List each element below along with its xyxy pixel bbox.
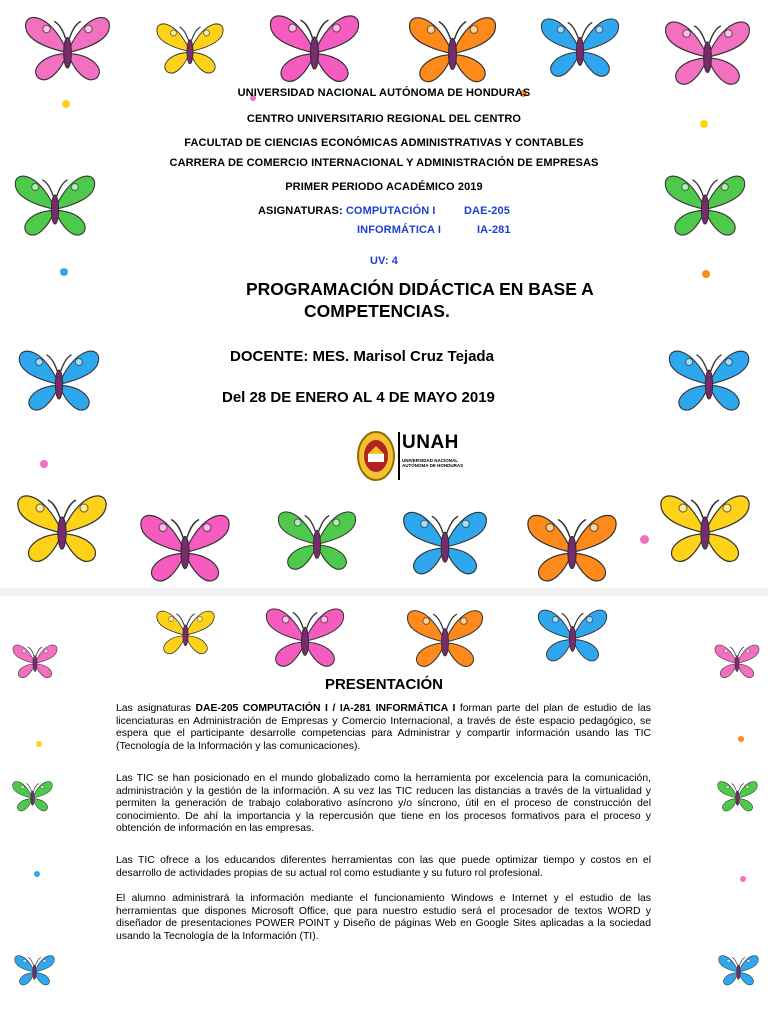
title-line1: PROGRAMACIÓN DIDÁCTICA EN BASE A: [246, 279, 594, 299]
course-dates: Del 28 DE ENERO AL 4 DE MAYO 2019: [222, 389, 495, 406]
teacher-name: DOCENTE: MES. Marisol Cruz Tejada: [230, 348, 494, 365]
center-name: CENTRO UNIVERSITARIO REGIONAL DEL CENTRO: [246, 113, 522, 125]
presentation-paragraph-4: El alumno administrará la información mediante el funcionamiento Windows e Internet y el estudio de las herramientas que dispones Microsoft Office, que para nuestro estudio será el procesador de textos WORD y diseñador de presentaciones POWER POINT y Diseño de páginas Web en Google Sites aplicadas a la sociedad usando la Tecnología de la Información (TI).: [116, 893, 651, 942]
subjects-label: ASIGNATURAS:: [258, 205, 343, 217]
p1-subject1: DAE-205 COMPUTACIÓN I: [195, 703, 328, 714]
yellow-butterfly-icon: [655, 478, 755, 578]
unah-seal-icon: [356, 430, 396, 482]
faculty-name: FACULTAD DE CIENCIAS ECONÓMICAS ADMINISTRATIVAS Y CONTABLES: [184, 137, 584, 149]
presentation-paragraph-1: [116, 703, 651, 753]
pink-butterfly-icon: [262, 8, 367, 88]
unah-logo: [356, 430, 476, 484]
blue-butterfly-icon: [664, 320, 754, 440]
page-separator: [0, 588, 768, 596]
orange-butterfly-icon: [400, 10, 505, 88]
title-line2: COMPETENCIAS.: [304, 301, 450, 321]
uv-credits: UV: 4: [369, 255, 398, 267]
pink-butterfly-icon: [712, 606, 762, 716]
university-name: UNIVERSIDAD NACIONAL AUTÓNOMA DE HONDURAS: [237, 87, 531, 99]
green-butterfly-icon: [715, 746, 760, 846]
subjects-row: [258, 205, 578, 217]
orange-butterfly-icon: [395, 604, 495, 672]
blue-butterfly-icon: [395, 505, 495, 580]
p1-separator: /: [327, 703, 340, 714]
green-butterfly-icon: [10, 746, 55, 846]
green-butterfly-icon: [262, 505, 372, 575]
logo-subtitle: [402, 458, 463, 468]
subject2-row: [357, 224, 557, 236]
logo-text: UNAH: [402, 432, 459, 453]
pink-butterfly-icon: [255, 602, 355, 672]
subject2-name: INFORMÁTICA I: [357, 224, 441, 236]
logo-subtitle-line1: UNIVERSIDAD NACIONAL: [402, 458, 459, 463]
pink-butterfly-icon: [135, 505, 235, 588]
pink-butterfly-icon: [660, 10, 755, 95]
blue-butterfly-icon: [520, 604, 625, 666]
pink-butterfly-icon: [20, 8, 115, 88]
yellow-butterfly-icon: [12, 478, 112, 578]
orange-butterfly-icon: [522, 505, 622, 588]
academic-period: PRIMER PERIODO ACADÉMICO 2019: [285, 181, 483, 193]
p1-body: forman parte del plan de estudio de las licenciaturas en Administración de Empresas y Comercio Internacional, a través de éste espacio pedagógico, se espera que el participante desarrolle competencias para Administrar y compartir información usando las TIC (Tecnología de la Información y las comunicaciones).: [116, 703, 651, 752]
presentation-paragraph-2: Las TIC se han posicionado en el mundo globalizado como la herramienta por excelencia para la comunicación, administración y la gestión de la información. A su vez las TIC reducen las distancias a través de la virtualidad y permiten la generación de trabajo colaborativo asíncrono y/o síncrono, útil en el proceso de construcción del conocimiento. De ahí la importancia y la repercusión que tiene en los procesos formativos para el proceso y obtención de información en las empresas.: [116, 773, 651, 835]
career-name: CARRERA DE COMERCIO INTERNACIONAL Y ADMINISTRACIÓN DE EMPRESAS: [169, 157, 599, 169]
document-title: [246, 278, 666, 322]
blue-butterfly-icon: [525, 12, 635, 82]
yellow-butterfly-icon: [138, 606, 233, 658]
p1-subject2: IA-281 INFORMÁTICA I: [339, 703, 456, 714]
pink-butterfly-icon: [10, 606, 60, 716]
blue-butterfly-icon: [14, 320, 104, 440]
presentation-title: PRESENTACIÓN: [324, 676, 444, 693]
presentation-paragraph-3: Las TIC ofrece a los educandos diferentes herramientas con las que puede optimizar tiempo y costos en el desarrollo de actividades propias de su actual rol como estudiante y su futuro rol profesional.: [116, 855, 651, 879]
blue-butterfly-icon: [12, 916, 57, 1024]
subject1-name: COMPUTACIÓN I: [345, 205, 436, 217]
blue-butterfly-icon: [716, 916, 761, 1024]
logo-subtitle-line2: AUTÓNOMA DE HONDURAS: [402, 463, 464, 468]
subject1-code: DAE-205: [464, 205, 510, 217]
p1-intro: Las asignaturas: [116, 703, 196, 714]
subject2-code: IA-281: [477, 224, 511, 236]
yellow-butterfly-icon: [140, 18, 240, 78]
